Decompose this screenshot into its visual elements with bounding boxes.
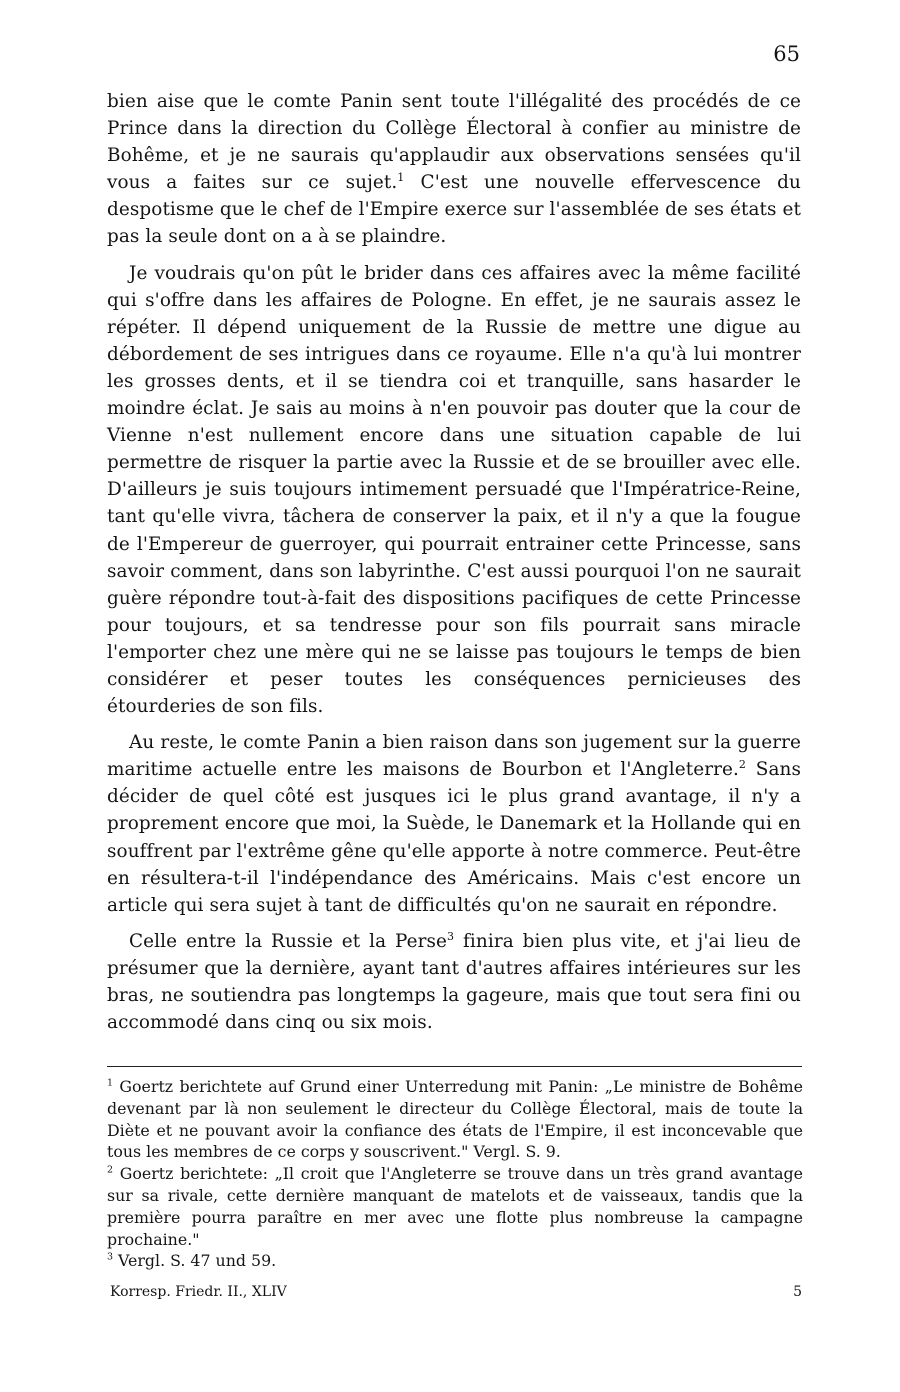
footnote bbox=[107, 1250, 803, 1272]
paragraph bbox=[107, 260, 801, 721]
footnote-ref: 3 bbox=[447, 929, 455, 943]
footnotes bbox=[107, 1076, 803, 1272]
paragraph-text: bien aise que le comte Panin sent toute l'illégalité des procédés de ce Prince dans la direction du Collège Électoral à confier au ministre de Bohême, et je ne saurais qu'applaudir aux observations sensées qu'il vous a faites sur ce sujet. bbox=[107, 91, 801, 194]
paragraph-text: finira bien plus vite, et j'ai lieu de présumer que la dernière, ayant tant d'autres affaires intérieures sur les bras, ne soutiendra pas longtemps la gageure, mais que tout sera fini ou accommodé dans cinq ou six mois. bbox=[107, 930, 801, 1034]
body-text bbox=[107, 88, 801, 1045]
footnote-text: Vergl. S. 47 und 59. bbox=[113, 1251, 277, 1271]
footnote-divider bbox=[107, 1066, 802, 1067]
page-number: 65 bbox=[773, 42, 800, 66]
footnote-mark: 2 bbox=[107, 1164, 114, 1176]
footnote-mark: 1 bbox=[107, 1077, 114, 1089]
footnote-ref: 1 bbox=[397, 171, 405, 185]
paragraph bbox=[107, 88, 801, 251]
footnote-text: Goertz berichtete: „Il croit que l'Angleterre se trouve dans un très grand avantage sur sa rivale, cette dernière manquant de matelots et de vaisseaux, tandis que la première pourra paraître en mer avec une flotte plus nombreuse la campagne prochaine." bbox=[107, 1164, 803, 1249]
footnote-mark: 3 bbox=[107, 1252, 114, 1264]
paragraph-text: C'est une nouvelle effervescence du despotisme que le chef de l'Empire exerce sur l'assemblée de ses états et pas la seule dont on a à se plaindre. bbox=[107, 172, 801, 248]
paragraph-text: Je voudrais qu'on pût le brider dans ces affaires avec la même facilité qui s'offre dans les affaires de Pologne. En effet, je ne saurais assez le répéter. Il dépend uniquement de la Russie de mettre une digue au débordement de ses intrigues dans ce royaume. Elle n'a qu'à lui montrer les grosses dents, et il se tiendra coi et tranquille, sans hasarder le moindre éclat. Je sais au moins à n'en pouvoir pas douter que la cour de Vienne n'est nullement encore dans une situation capable de lui permettre de risquer la partie avec la Russie et de se brouiller avec elle. D'ailleurs je suis toujours intimement persuadé que l'Impératrice-Reine, tant qu'elle vivra, tâchera de conserver la paix, et il n'y a que la fougue de l'Empereur de guerroyer, qui pourrait entrainer cette Princesse, sans savoir comment, dans son labyrinthe. C'est aussi pourquoi l'on ne saurait guère répondre tout-à-fait des dispositions pacifiques de cette Princesse pour toujours, et sa tendresse pour son fils pourrait sans miracle l'emporter chez une mère qui ne se laisse pas toujours le temps de bien considérer et peser toutes les conséquences pernicieuses des étourderies de son fils. bbox=[107, 262, 801, 718]
paragraph bbox=[107, 729, 801, 919]
paragraph-text: Sans décider de quel côté est jusques ici le plus grand avantage, il n'y a proprement encore que moi, la Suède, le Danemark et la Hollande qui en souffrent par l'extrême gêne qu'elle apporte à notre commerce. Peut-être en résultera-t-il l'indépendance des Américains. Mais c'est encore un article qui sera sujet à tant de difficultés qu'on ne saurait en répondre. bbox=[107, 759, 801, 916]
paragraph-text: Au reste, le comte Panin a bien raison dans son jugement sur la guerre maritime actuelle entre les maisons de Bourbon et l'Angleterre. bbox=[107, 732, 801, 781]
paragraph bbox=[107, 928, 801, 1036]
paragraph-text: Celle entre la Russie et la Perse bbox=[129, 930, 448, 952]
signature-mark: Korresp. Friedr. II., XLIV bbox=[110, 1284, 287, 1300]
signature-number: 5 bbox=[793, 1284, 802, 1300]
footnote-ref: 2 bbox=[738, 758, 747, 772]
footnote-text: Goertz berichtete auf Grund einer Unterredung mit Panin: „Le ministre de Bohême devenant par là non seulement le directeur du Collège Électoral, mais de toute la Diète et ne pouvant avoir la confiance des états de l'Empire, il est inconcevable que tous les membres de ce corps y souscrivent." Vergl. S. 9. bbox=[107, 1077, 803, 1162]
page-footer bbox=[110, 1284, 802, 1300]
footnote bbox=[107, 1076, 803, 1163]
footnote bbox=[107, 1163, 803, 1250]
